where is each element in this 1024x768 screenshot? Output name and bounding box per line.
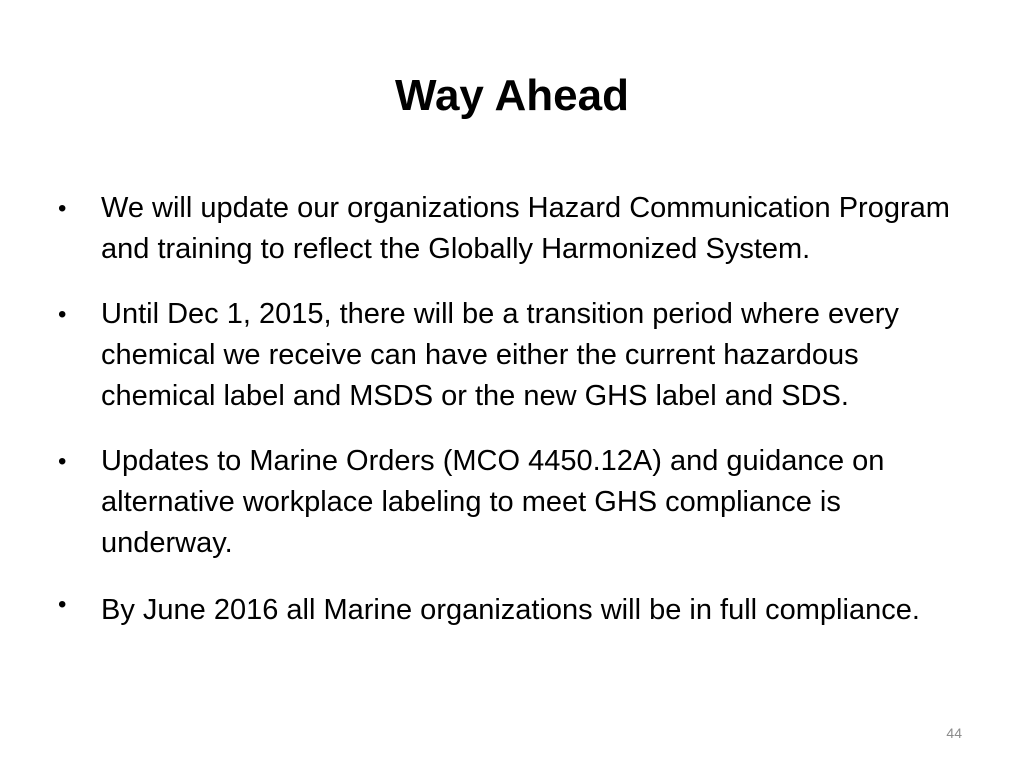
bullet-list (58, 188, 978, 660)
slide-title: Way Ahead (395, 71, 629, 120)
bullet-marker: • (58, 591, 67, 618)
page-number: 44 (946, 725, 962, 741)
bullet-item-4 (58, 584, 978, 636)
bullet-text: Until Dec 1, 2015, there will be a transition period where every chemical we receive can have either the current hazardous chemical label and MSDS or the new GHS label and SDS. (101, 298, 899, 412)
bullet-item-1 (58, 188, 978, 270)
bullet-text: By June 2016 all Marine organizations will be in full compliance. (101, 594, 920, 626)
bullet-marker: • (58, 301, 67, 328)
bullet-marker: • (58, 448, 67, 475)
bullet-text: Updates to Marine Orders (MCO 4450.12A) and guidance on alternative workplace labeling to meet GHS compliance is underway. (101, 445, 885, 559)
bullet-item-3 (58, 441, 978, 564)
bullet-marker: • (58, 195, 67, 222)
bullet-text: We will update our organizations Hazard Communication Program and training to reflect the Globally Harmonized System. (101, 192, 950, 265)
bullet-item-2 (58, 294, 978, 417)
